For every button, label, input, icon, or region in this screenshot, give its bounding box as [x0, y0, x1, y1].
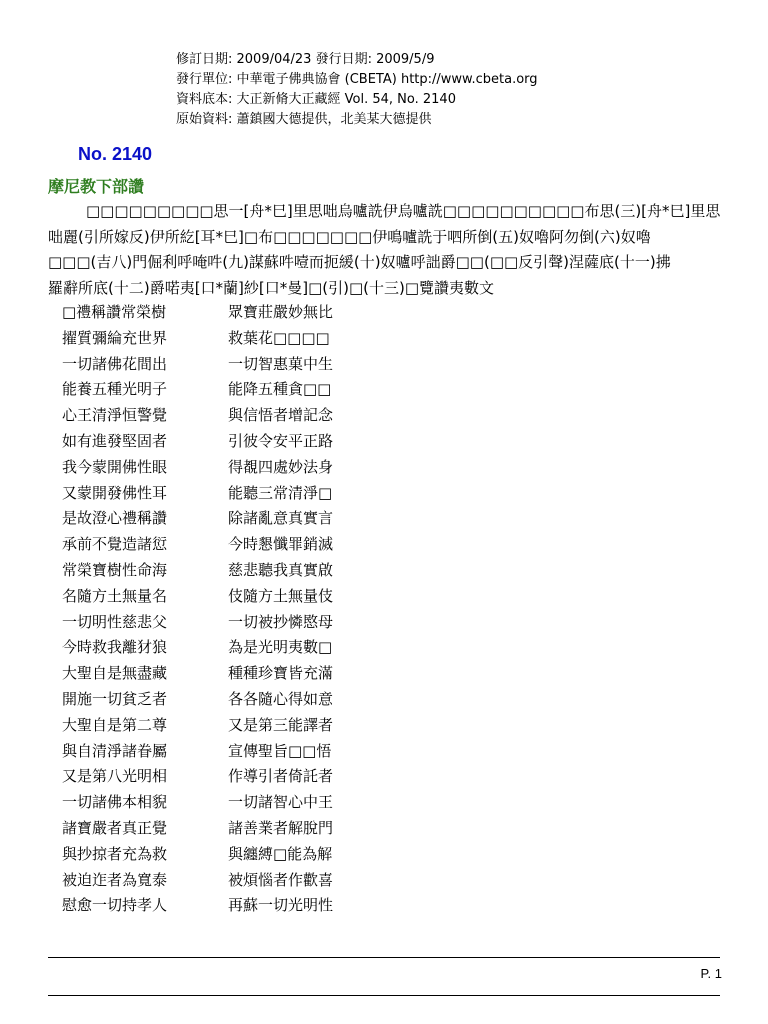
verse-first-half: 是故澄心禮稱讚	[62, 509, 168, 528]
verse-first-half: 一切諸佛花間出	[62, 354, 168, 373]
verse-first-half: 常榮寶樹性命海	[62, 560, 168, 579]
verse-first-half: 慰愈一切持孝人	[62, 896, 168, 915]
verse-second-half: 各各隨心得如意	[228, 689, 334, 708]
document-number: No. 2140	[78, 144, 153, 164]
verse-first-half: 一切諸佛本相貎	[62, 793, 168, 812]
prose-line: □□□□□□□□□思一[舟*巳]里思咄烏嚧詵伊烏嚧詵□□□□□□□□□□布思(三)[舟*巳]里思	[86, 202, 721, 220]
verse-second-half: 與纏縛□能為解	[228, 844, 333, 863]
verse-second-half: 伎隨方土無量伎	[228, 586, 334, 605]
prose-line: 咄麗(引所嫁反)伊所紇[耳*巳]□布□□□□□□□伊鳴嚧詵于呬所倒(五)奴嚕阿勿倒(六)奴嚕	[48, 227, 651, 246]
prose-line: 羅辭所底(十二)爵喏夷[口*蘭]紗[口*曼]□(引)□(十三)□覽讚夷數文	[48, 278, 495, 297]
verse-first-half: 擢質彌綸充世界	[62, 328, 168, 347]
prose-paragraph	[48, 199, 728, 301]
verse-second-half: 宣傳聖旨□□悟	[228, 741, 332, 760]
verse-second-half: 再蘇一切光明性	[228, 896, 334, 915]
verse-second-half: 除諸亂意真實言	[228, 509, 334, 528]
verse-second-half: 作導引者倚託者	[228, 767, 334, 786]
verse-second-half: 眾寶莊嚴妙無比	[228, 303, 334, 321]
document-metadata	[176, 50, 538, 130]
verse-first-half: 能養五種光明子	[62, 380, 168, 399]
verse-first-half: □禮稱讚常榮樹	[62, 303, 167, 321]
verse-first-half: 又蒙開發佛性耳	[62, 483, 168, 502]
verse-first-half: 如有進發堅固者	[62, 431, 168, 450]
verse-second-half: 引彼令安平正路	[228, 431, 334, 450]
origin-line: 原始資料: 蕭鎮國大德提供，北美某大德提供	[176, 112, 432, 127]
publisher-line: 發行單位: 中華電子佛典協會 (CBETA) http://www.cbeta.org	[176, 72, 538, 87]
source-text-line: 資料底本: 大正新脩大正藏經 Vol. 54, No. 2140	[176, 92, 456, 107]
verse-second-half: 一切智惠菓中生	[228, 354, 334, 373]
footer-divider-top	[48, 957, 720, 958]
verse-first-half: 一切明性慈悲父	[62, 612, 168, 631]
verse-first-half: 心王清淨恒警覺	[62, 406, 168, 425]
verse-first-half: 與自清淨諸眷屬	[62, 741, 168, 760]
verse-first-half: 承前不覺造諸愆	[62, 535, 168, 554]
verse-first-half: 我今蒙開佛性眼	[62, 457, 168, 476]
verse-first-half: 今時救我離犲狼	[62, 638, 168, 657]
verse-second-half: 今時懇懺罪銷滅	[228, 535, 334, 554]
verse-first-half: 又是第八光明相	[62, 767, 168, 786]
page-number: P. 1	[700, 966, 722, 981]
verse-second-half: 得覩四處妙法身	[228, 457, 334, 476]
verse-first-half: 開施一切貧乏者	[62, 689, 168, 708]
verse-second-half: 為是光明夷數□	[228, 638, 333, 657]
verse-second-half: 諸善業者解脫門	[228, 818, 334, 837]
verse-second-half: 一切被抄憐愍母	[228, 612, 334, 631]
verse-second-half: 救葉花□□□□	[228, 328, 330, 347]
verse-second-half: 一切諸智心中王	[228, 793, 334, 812]
verse-second-half: 與信悟者增記念	[228, 406, 334, 425]
prose-line: □□□(吉八)門倔利呼唵吽(九)謀蘇吽噎而扼緩(十)奴嚧呼詘爵□□(□□反引聲)涅薩底(十一)拂	[48, 253, 671, 271]
verse-first-half: 名隨方土無量名	[62, 586, 168, 605]
sutra-title: 摩尼教下部讚	[48, 177, 145, 196]
verse-second-half: 能降五種貪□□	[228, 380, 332, 399]
verse-first-half: 大聖自是無盡藏	[62, 664, 168, 683]
verse-second-half: 慈悲聽我真實啟	[228, 560, 334, 579]
footer-divider-bottom	[48, 995, 720, 996]
verse-second-half: 被煩惱者作歡喜	[228, 870, 334, 889]
verse-first-half: 與抄掠者充為救	[62, 844, 168, 863]
verse-first-half: 被迫迮者為寬泰	[62, 870, 168, 889]
verse-second-half: 能聽三常清淨□	[228, 483, 333, 502]
verse-first-half: 諸寶嚴者真正覺	[62, 818, 168, 837]
verse-second-half: 又是第三能譯者	[228, 715, 334, 734]
verse-second-half: 種種珍寶皆充滿	[228, 664, 334, 683]
verse-first-half: 大聖自是第二尊	[62, 715, 168, 734]
revision-date-line: 修訂日期: 2009/04/23 發行日期: 2009/5/9	[176, 52, 435, 67]
